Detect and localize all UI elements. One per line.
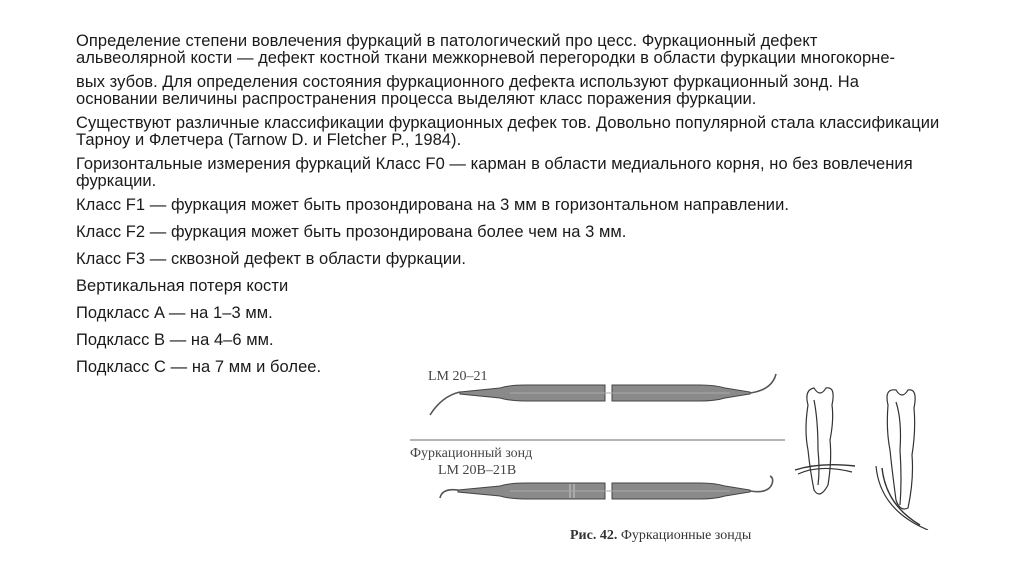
probes-illustration xyxy=(400,360,960,530)
tooth2-diagram xyxy=(876,390,928,530)
paragraph-furcation-probe: вых зубов. Для определения состояния фуркационного дефекта используют фуркационный зонд. На основании величины распространения процесса выделяют класс поражения фуркации. xyxy=(76,73,859,108)
probe2-label-model: LM 20B–21B xyxy=(438,463,517,478)
paragraph-class-f0: Горизонтальные измерения фуркаций Класс F0 — карман в области медиального корня, но без вовлечения фуркации. xyxy=(76,155,913,190)
paragraph-subclass-b: Подкласс B — на 4–6 мм. xyxy=(76,331,274,349)
paragraph-class-f1: Класс F1 — фуркация может быть прозондирована на 3 мм в горизонтальном направлении. xyxy=(76,196,789,214)
text-content xyxy=(76,33,956,386)
paragraph-class-f3: Класс F3 — сквозной дефект в области фуркации. xyxy=(76,250,467,268)
paragraph-subclass-a: Подкласс A — на 1–3 мм. xyxy=(76,304,273,322)
paragraph-subclass-c: Подкласс C — на 7 мм и более. xyxy=(76,358,322,376)
tooth1-diagram xyxy=(795,388,855,494)
probe1-label: LM 20–21 xyxy=(428,369,488,384)
probe2-image xyxy=(440,476,773,499)
figure-caption xyxy=(570,528,751,544)
paragraph-vertical-loss: Вертикальная потеря кости xyxy=(76,277,289,295)
paragraph-classifications: Существуют различные классификации фуркационных дефек тов. Довольно популярной стала классификации Тарноу и Флетчера (Tarnow D. и Fletcher P., 1984). xyxy=(76,114,940,149)
caption-text: Фуркационные зонды xyxy=(617,528,752,543)
paragraph-furcation-definition: Определение степени вовлечения фуркаций в патологический про цесс. Фуркационный дефект альвеолярной кости — дефект костной ткани межкорневой перегородки в области фуркации многокорне- xyxy=(76,32,896,67)
paragraph-class-f2: Класс F2 — фуркация может быть прозондирована более чем на 3 мм. xyxy=(76,223,627,241)
caption-number: Рис. 42. xyxy=(570,528,618,543)
probe2-label-name: Фуркационный зонд xyxy=(410,446,533,461)
